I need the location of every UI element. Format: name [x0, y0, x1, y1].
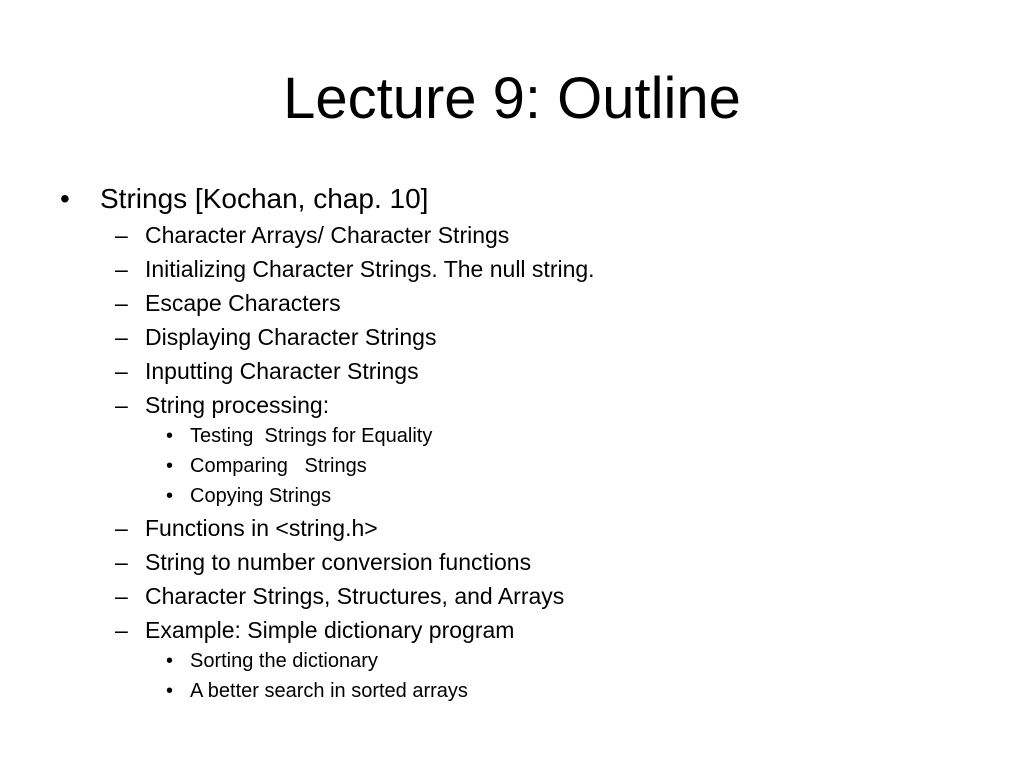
outline-subitem-string-processing — [115, 391, 995, 421]
bullet-marker: • — [166, 485, 174, 507]
outline-subitem-escape-characters — [115, 289, 995, 319]
outline-subitem-inputting — [115, 357, 995, 387]
outline-subsubitem-text: Sorting the dictionary — [190, 650, 378, 672]
bullet-marker: • — [166, 650, 174, 672]
dash-marker: – — [115, 583, 128, 609]
outline-subitem-text: String processing: — [145, 392, 330, 418]
outline-subsubitem-text: Comparing Strings — [190, 455, 367, 477]
outline-subitem-functions — [115, 514, 995, 544]
dash-marker: – — [115, 358, 128, 384]
dash-marker: – — [115, 617, 128, 643]
outline-subsubitem-better-search — [166, 679, 996, 705]
dash-marker: – — [115, 515, 128, 541]
dash-marker: – — [115, 290, 128, 316]
outline-subitem-displaying — [115, 323, 995, 353]
outline-subitem-initializing — [115, 255, 995, 285]
slide-title: Lecture 9: Outline — [283, 66, 741, 131]
outline-subitem-character-arrays — [115, 221, 995, 251]
outline-subitem-text: Example: Simple dictionary program — [145, 617, 515, 643]
outline-subsubitem-text: Copying Strings — [190, 485, 332, 507]
outline-subitem-text: Displaying Character Strings — [145, 324, 437, 350]
dash-marker: – — [115, 392, 128, 418]
outline-subitem-text: Inputting Character Strings — [145, 358, 419, 384]
dash-marker: – — [115, 549, 128, 575]
dash-marker: – — [115, 256, 128, 282]
outline-subsubitem-testing — [166, 424, 996, 450]
outline-subsubitem-comparing — [166, 454, 996, 480]
outline-item-strings — [60, 183, 960, 217]
outline-subitem-dictionary-example — [115, 616, 995, 646]
dash-marker: – — [115, 222, 128, 248]
outline-subitem-structures — [115, 582, 995, 612]
outline-subitem-text: Escape Characters — [145, 290, 341, 316]
outline-subitem-conversion — [115, 548, 995, 578]
outline-subsubitem-sorting — [166, 649, 996, 675]
bullet-marker: • — [166, 680, 174, 702]
outline-subitem-text: Functions in <string.h> — [145, 515, 378, 541]
outline-subsubitem-text: Testing Strings for Equality — [190, 425, 433, 447]
bullet-marker: • — [60, 183, 70, 214]
outline-subitem-text: String to number conversion functions — [145, 549, 532, 575]
outline-item-text: Strings [Kochan, chap. 10] — [100, 183, 429, 214]
dash-marker: – — [115, 324, 128, 350]
outline-subitem-text: Character Arrays/ Character Strings — [145, 222, 510, 248]
outline-subsubitem-copying — [166, 484, 996, 510]
bullet-marker: • — [166, 425, 174, 447]
bullet-marker: • — [166, 455, 174, 477]
outline-subitem-text: Initializing Character Strings. The null string. — [145, 256, 595, 282]
outline-subsubitem-text: A better search in sorted arrays — [190, 680, 468, 702]
outline-subitem-text: Character Strings, Structures, and Arrays — [145, 583, 565, 609]
